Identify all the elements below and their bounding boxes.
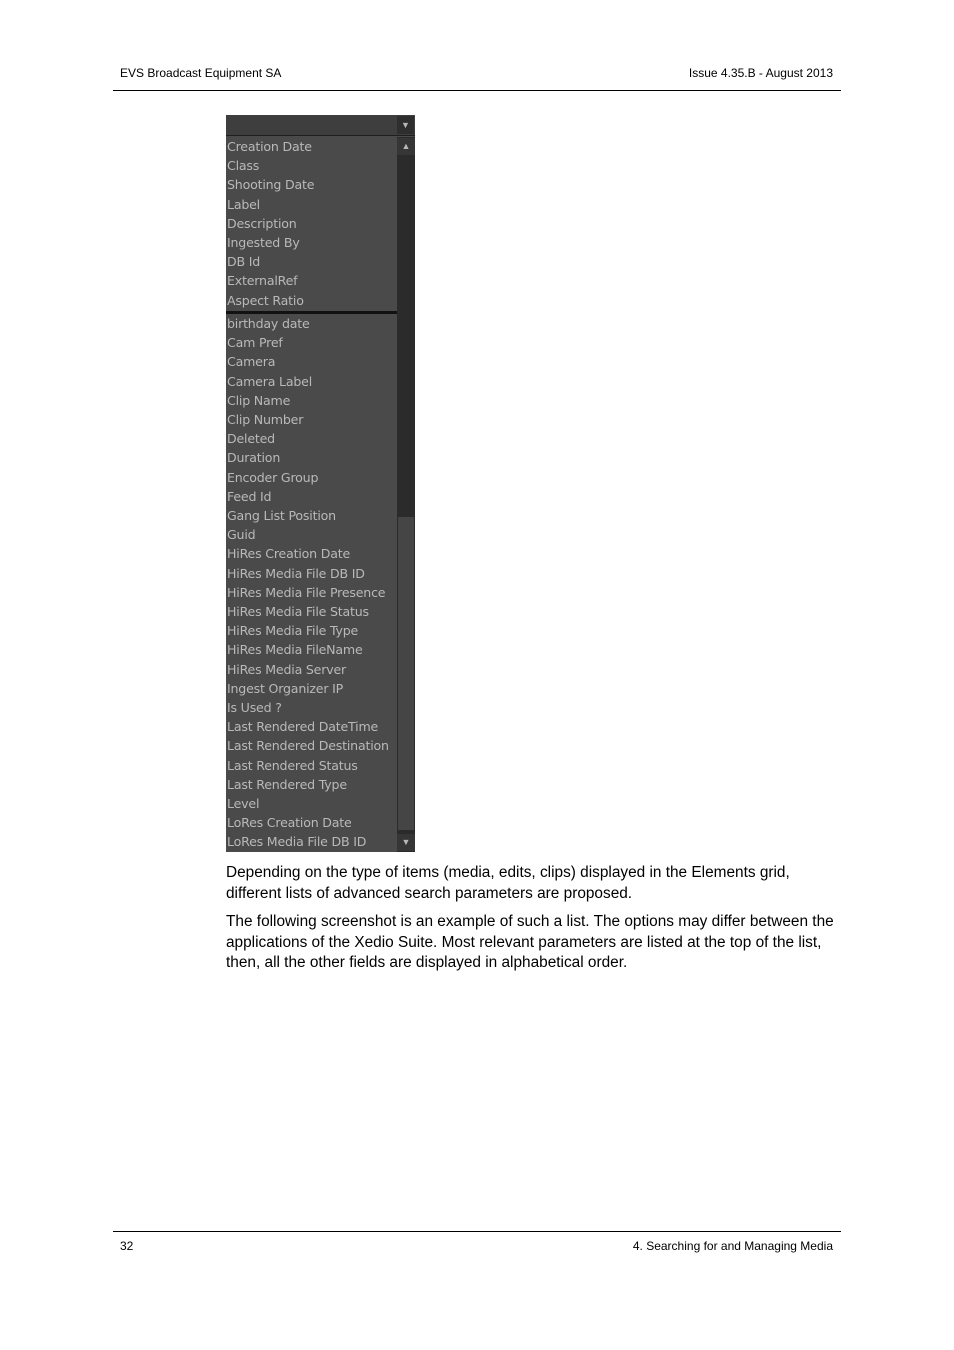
list-item[interactable]: DB Id: [227, 254, 261, 270]
list-item[interactable]: HiRes Creation Date: [227, 546, 351, 562]
dropdown-list: [226, 137, 397, 852]
list-item[interactable]: Label: [227, 196, 260, 212]
list-item[interactable]: HiRes Media Server: [227, 661, 346, 677]
search-parameter-dropdown[interactable]: [226, 115, 415, 852]
list-item[interactable]: Gang List Position: [227, 508, 336, 523]
list-item[interactable]: Duration: [227, 450, 281, 466]
dropdown-combo-box[interactable]: [226, 115, 415, 136]
list-item[interactable]: Encoder Group: [227, 469, 319, 485]
list-item[interactable]: Camera: [227, 354, 276, 370]
list-item[interactable]: Shooting Date: [227, 177, 315, 193]
header-rule: [113, 90, 841, 91]
list-scrollbar[interactable]: [397, 137, 415, 852]
body-paragraph-2: The following screenshot is an example of such a list. The options may differ between the applications of the Xedio Suite. Most relevant parameters are listed at the top of the list, then, all the other fields are displayed in alphabetical order.: [226, 913, 834, 971]
list-item[interactable]: Level: [227, 796, 260, 811]
list-item[interactable]: Clip Name: [227, 392, 291, 408]
list-item[interactable]: Last Rendered Status: [227, 757, 358, 773]
list-item[interactable]: Aspect Ratio: [227, 292, 304, 308]
list-item[interactable]: Class: [227, 158, 260, 174]
list-item[interactable]: HiRes Media File Presence: [227, 584, 386, 600]
footer-rule: [113, 1231, 841, 1232]
list-item[interactable]: HiRes Media File DB ID: [227, 565, 365, 581]
list-item[interactable]: Guid: [227, 527, 256, 543]
chevron-down-icon[interactable]: ▼: [397, 116, 414, 134]
list-item[interactable]: Cam Pref: [227, 335, 283, 351]
list-item[interactable]: Description: [227, 215, 297, 231]
list-item[interactable]: Deleted: [227, 431, 275, 447]
list-item[interactable]: Feed Id: [227, 488, 272, 504]
footer-page-number: 32: [120, 1239, 134, 1253]
list-item[interactable]: LoRes Media File DB ID: [227, 834, 367, 850]
scrollbar-thumb[interactable]: [398, 517, 414, 830]
list-item[interactable]: Last Rendered DateTime: [227, 719, 379, 735]
list-item[interactable]: Last Rendered Type: [227, 776, 347, 792]
list-item[interactable]: Last Rendered Destination: [227, 738, 389, 754]
list-item[interactable]: LoRes Creation Date: [227, 815, 352, 831]
scroll-down-arrow-icon[interactable]: ▼: [397, 834, 415, 851]
header-issue: Issue 4.35.B - August 2013: [688, 66, 833, 80]
body-paragraph-1: Depending on the type of items (media, edits, clips) displayed in the Elements grid, different lists of advanced search parameters are proposed.: [226, 864, 790, 902]
list-item[interactable]: birthday date: [227, 316, 310, 331]
list-item[interactable]: Ingested By: [227, 235, 300, 250]
list-item[interactable]: Camera Label: [227, 373, 312, 389]
list-item[interactable]: HiRes Media File Type: [227, 623, 359, 639]
list-item[interactable]: HiRes Media File Status: [227, 604, 369, 619]
list-item[interactable]: HiRes Media FileName: [227, 642, 363, 658]
list-item[interactable]: Creation Date: [227, 139, 312, 154]
list-item[interactable]: Is Used ?: [227, 700, 282, 715]
scroll-up-arrow-icon[interactable]: ▲: [397, 138, 415, 155]
footer-chapter: 4. Searching for and Managing Media: [632, 1239, 833, 1253]
list-item[interactable]: Clip Number: [227, 412, 304, 427]
list-item[interactable]: Ingest Organizer IP: [227, 680, 344, 696]
header-company: EVS Broadcast Equipment SA: [120, 66, 282, 80]
list-item[interactable]: ExternalRef: [227, 273, 298, 289]
